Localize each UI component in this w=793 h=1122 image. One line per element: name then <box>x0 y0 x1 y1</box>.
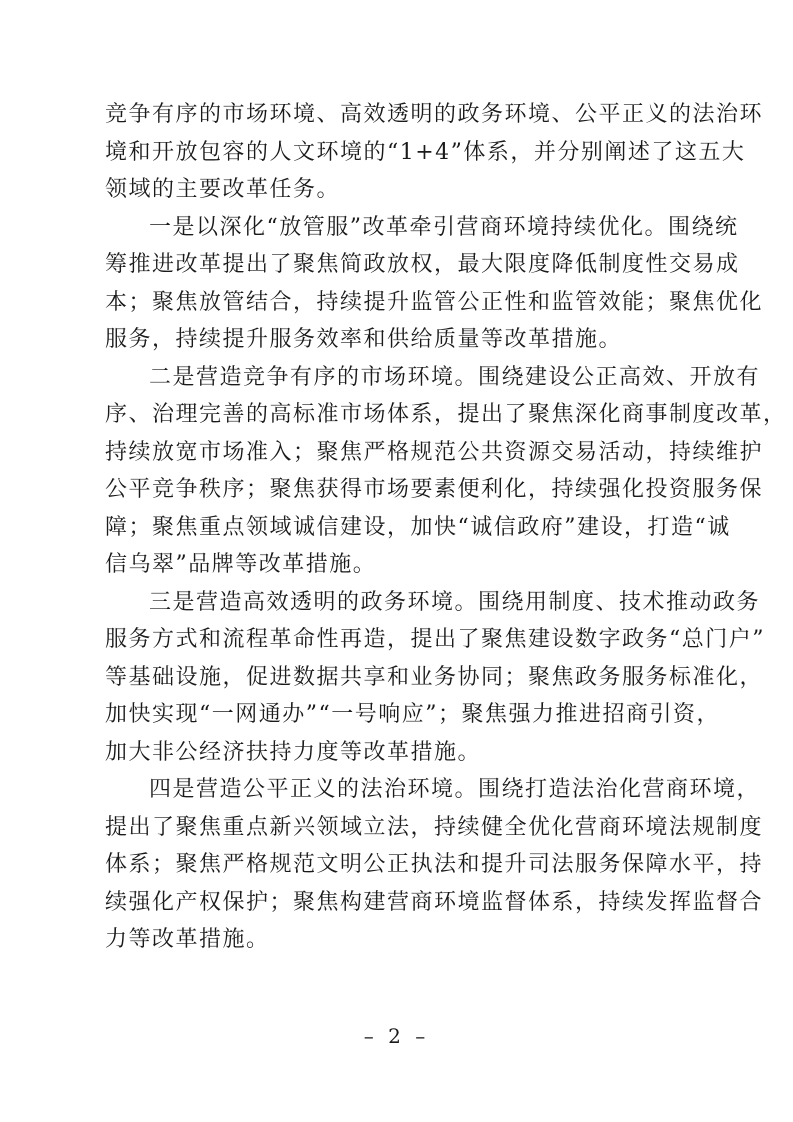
paragraph-first-line: 三是营造高效透明的政务环境。围绕用制度、技术推动政务 <box>149 589 761 615</box>
text-line: 领域的主要改革任务。 <box>105 177 341 202</box>
text-line: 障；聚焦重点领域诚信建设，加快“诚信政府”建设，打造“诚 <box>105 514 731 540</box>
text-line: 提出了聚焦重点新兴领域立法，持续健全优化营商环境法规制度 <box>105 814 764 840</box>
text-line: 本；聚焦放管结合，持续提升监管公正性和监管效能；聚焦优化 <box>105 289 764 315</box>
text-line: 持续放宽市场准入；聚焦严格规范公共资源交易活动，持续维护 <box>105 439 764 465</box>
text-line: 公平竞争秩序；聚焦获得市场要素便利化，持续强化投资服务保 <box>105 477 764 502</box>
text-line: 力等改革措施。 <box>105 927 270 952</box>
text-line: 加大非公经济扶持力度等改革措施。 <box>105 739 482 765</box>
text-line: 筹推进改革提出了聚焦简政放权，最大限度降低制度性交易成 <box>105 252 740 277</box>
text-line: 体系；聚焦严格规范文明公正执法和提升司法服务保障水平，持 <box>105 852 764 877</box>
body-text <box>105 96 787 959</box>
text-line: 等基础设施，促进数据共享和业务协同；聚焦政务服务标准化， <box>105 664 764 690</box>
text-line: 服务，持续提升服务效率和供给质量等改革措施。 <box>105 327 623 352</box>
text-line: 竞争有序的市场环境、高效透明的政务环境、公平正义的法治环 <box>105 102 764 127</box>
text-line: 加快实现“一网通办”“一号响应”；聚焦强力推进招商引资， <box>105 702 720 727</box>
text-line: 境和开放包容的人文环境的“1+4”体系，并分别阐述了这五大 <box>105 139 746 165</box>
text-line: 序、治理完善的高标准市场体系，提出了聚焦深化商事制度改革， <box>105 402 787 427</box>
paragraph-first-line: 一是以深化“放管服”改革牵引营商环境持续优化。围绕统 <box>149 214 739 240</box>
text-line: 信乌翠”品牌等改革措施。 <box>105 552 377 577</box>
text-line: 续强化产权保护；聚焦构建营商环境监督体系，持续发挥监督合 <box>105 889 764 915</box>
page-number: – 2 – <box>363 1024 430 1048</box>
text-line: 服务方式和流程革命性再造，提出了聚焦建设数字政务“总门户” <box>105 627 765 652</box>
paragraph-first-line: 四是营造公平正义的法治环境。围绕打造法治化营商环境， <box>149 777 761 802</box>
paragraph-first-line: 二是营造竞争有序的市场环境。围绕建设公正高效、开放有 <box>149 364 761 390</box>
